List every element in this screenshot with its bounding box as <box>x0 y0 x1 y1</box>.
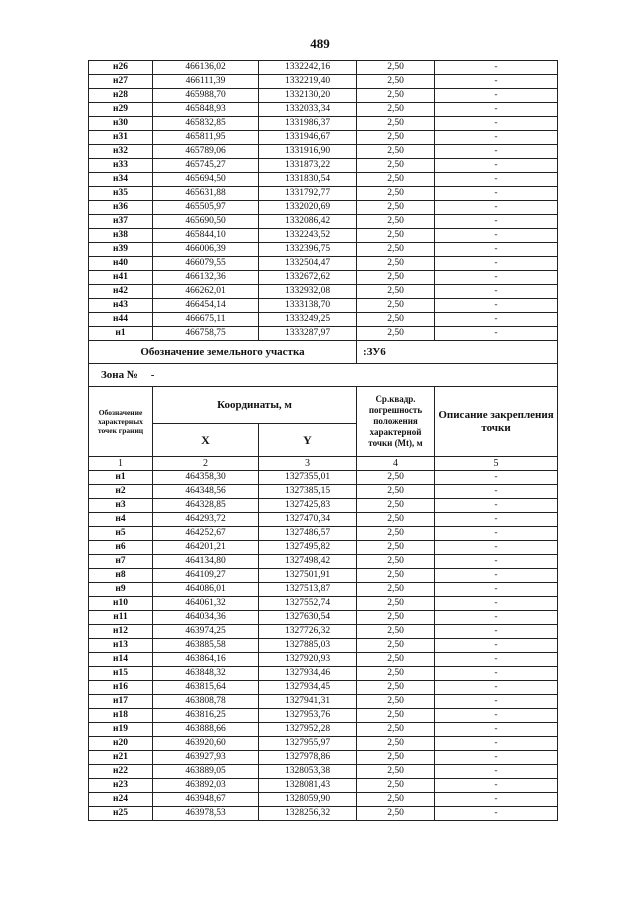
x-cell: 464034,36 <box>153 611 259 625</box>
y-cell: 1332130,20 <box>259 89 357 103</box>
error-cell: 2,50 <box>357 485 435 499</box>
description-cell: - <box>435 555 558 569</box>
x-cell: 464201,21 <box>153 541 259 555</box>
x-cell: 464252,67 <box>153 527 259 541</box>
point-cell: н36 <box>89 201 153 215</box>
y-cell: 1332033,34 <box>259 103 357 117</box>
point-cell: н15 <box>89 667 153 681</box>
y-cell: 1327470,34 <box>259 513 357 527</box>
y-cell: 1331946,67 <box>259 131 357 145</box>
description-cell: - <box>435 201 558 215</box>
zone-label: Зона № <box>101 368 138 381</box>
y-cell: 1333138,70 <box>259 299 357 313</box>
table-row <box>89 327 558 341</box>
point-cell: н13 <box>89 639 153 653</box>
point-cell: н5 <box>89 527 153 541</box>
table-row <box>89 737 558 751</box>
table-row <box>89 215 558 229</box>
point-cell: н38 <box>89 229 153 243</box>
description-cell: - <box>435 625 558 639</box>
description-cell: - <box>435 597 558 611</box>
point-cell: н32 <box>89 145 153 159</box>
description-cell: - <box>435 583 558 597</box>
description-cell: - <box>435 229 558 243</box>
error-cell: 2,50 <box>357 709 435 723</box>
error-cell: 2,50 <box>357 625 435 639</box>
x-cell: 464086,01 <box>153 583 259 597</box>
description-cell: - <box>435 75 558 89</box>
description-cell: - <box>435 471 558 485</box>
description-cell: - <box>435 103 558 117</box>
x-cell: 465631,88 <box>153 187 259 201</box>
table-row <box>89 723 558 737</box>
table-row <box>89 75 558 89</box>
table-row <box>89 765 558 779</box>
point-cell: н7 <box>89 555 153 569</box>
error-cell: 2,50 <box>357 201 435 215</box>
error-cell: 2,50 <box>357 793 435 807</box>
error-cell: 2,50 <box>357 639 435 653</box>
error-cell: 2,50 <box>357 667 435 681</box>
point-cell: н14 <box>89 653 153 667</box>
table-row <box>89 667 558 681</box>
error-cell: 2,50 <box>357 271 435 285</box>
x-cell: 464061,32 <box>153 597 259 611</box>
x-cell: 463864,16 <box>153 653 259 667</box>
error-cell: 2,50 <box>357 75 435 89</box>
point-cell: н20 <box>89 737 153 751</box>
description-cell: - <box>435 299 558 313</box>
y-cell: 1332932,08 <box>259 285 357 299</box>
point-cell: н35 <box>89 187 153 201</box>
error-cell: 2,50 <box>357 555 435 569</box>
error-cell: 2,50 <box>357 103 435 117</box>
table-row <box>89 653 558 667</box>
point-cell: н24 <box>89 793 153 807</box>
y-cell: 1327425,83 <box>259 499 357 513</box>
y-cell: 1332219,40 <box>259 75 357 89</box>
error-cell: 2,50 <box>357 173 435 187</box>
point-cell: н41 <box>89 271 153 285</box>
description-cell: - <box>435 765 558 779</box>
table-row <box>89 555 558 569</box>
error-cell: 2,50 <box>357 313 435 327</box>
table-row <box>89 751 558 765</box>
table-row <box>89 117 558 131</box>
point-cell: н1 <box>89 471 153 485</box>
y-cell: 1327355,01 <box>259 471 357 485</box>
x-cell: 465988,70 <box>153 89 259 103</box>
x-cell: 466675,11 <box>153 313 259 327</box>
y-cell: 1331916,90 <box>259 145 357 159</box>
plot-designation-value: :ЗУ6 <box>357 341 558 364</box>
description-cell: - <box>435 667 558 681</box>
x-cell: 466111,39 <box>153 75 259 89</box>
y-cell: 1327630,54 <box>259 611 357 625</box>
table-row <box>89 243 558 257</box>
header-x: X <box>153 424 259 457</box>
y-cell: 1328053,38 <box>259 765 357 779</box>
point-cell: н43 <box>89 299 153 313</box>
description-cell: - <box>435 159 558 173</box>
x-cell: 466758,75 <box>153 327 259 341</box>
table-row <box>89 527 558 541</box>
description-cell: - <box>435 215 558 229</box>
table-row <box>89 793 558 807</box>
y-cell: 1327955,97 <box>259 737 357 751</box>
description-cell: - <box>435 271 558 285</box>
description-cell: - <box>435 611 558 625</box>
y-cell: 1327885,03 <box>259 639 357 653</box>
point-cell: н21 <box>89 751 153 765</box>
x-cell: 463948,67 <box>153 793 259 807</box>
description-cell: - <box>435 653 558 667</box>
x-cell: 465844,10 <box>153 229 259 243</box>
table-row <box>89 89 558 103</box>
point-cell: н9 <box>89 583 153 597</box>
header-description: Описание закрепления точки <box>435 387 558 457</box>
description-cell: - <box>435 807 558 821</box>
y-cell: 1327953,76 <box>259 709 357 723</box>
description-cell: - <box>435 145 558 159</box>
table-row <box>89 485 558 499</box>
error-cell: 2,50 <box>357 807 435 821</box>
error-cell: 2,50 <box>357 779 435 793</box>
error-cell: 2,50 <box>357 569 435 583</box>
x-cell: 466132,36 <box>153 271 259 285</box>
zone-value: - <box>150 368 155 381</box>
point-cell: н2 <box>89 485 153 499</box>
table-row <box>89 807 558 821</box>
point-cell: н37 <box>89 215 153 229</box>
error-cell: 2,50 <box>357 243 435 257</box>
error-cell: 2,50 <box>357 131 435 145</box>
y-cell: 1328081,43 <box>259 779 357 793</box>
point-cell: н22 <box>89 765 153 779</box>
point-cell: н11 <box>89 611 153 625</box>
y-cell: 1331873,22 <box>259 159 357 173</box>
y-cell: 1331792,77 <box>259 187 357 201</box>
error-cell: 2,50 <box>357 257 435 271</box>
y-cell: 1327385,15 <box>259 485 357 499</box>
table-row <box>89 681 558 695</box>
point-cell: н28 <box>89 89 153 103</box>
x-cell: 464328,85 <box>153 499 259 513</box>
y-cell: 1327978,86 <box>259 751 357 765</box>
description-cell: - <box>435 117 558 131</box>
error-cell: 2,50 <box>357 723 435 737</box>
header-coordinates: Координаты, м <box>153 387 357 424</box>
y-cell: 1327495,82 <box>259 541 357 555</box>
description-cell: - <box>435 131 558 145</box>
table-row <box>89 201 558 215</box>
y-cell: 1333249,25 <box>259 313 357 327</box>
y-cell: 1327934,46 <box>259 667 357 681</box>
description-cell: - <box>435 243 558 257</box>
zone-row <box>89 364 558 387</box>
y-cell: 1331986,37 <box>259 117 357 131</box>
error-cell: 2,50 <box>357 159 435 173</box>
error-cell: 2,50 <box>357 89 435 103</box>
x-cell: 463816,25 <box>153 709 259 723</box>
error-cell: 2,50 <box>357 61 435 75</box>
error-cell: 2,50 <box>357 695 435 709</box>
y-cell: 1327486,57 <box>259 527 357 541</box>
column-number: 3 <box>259 457 357 471</box>
point-cell: н17 <box>89 695 153 709</box>
y-cell: 1332242,16 <box>259 61 357 75</box>
x-cell: 463892,03 <box>153 779 259 793</box>
x-cell: 465690,50 <box>153 215 259 229</box>
error-cell: 2,50 <box>357 215 435 229</box>
table-row <box>89 187 558 201</box>
error-cell: 2,50 <box>357 583 435 597</box>
header-error: Ср.квадр. погрешность положения характерной точки (Мt), м <box>357 387 435 457</box>
zone-cell <box>89 364 558 387</box>
description-cell: - <box>435 569 558 583</box>
coordinates-table <box>88 60 558 821</box>
point-cell: н27 <box>89 75 153 89</box>
table-row <box>89 695 558 709</box>
table-row <box>89 611 558 625</box>
column-number: 1 <box>89 457 153 471</box>
point-cell: н34 <box>89 173 153 187</box>
x-cell: 464348,56 <box>153 485 259 499</box>
page-number: 489 <box>310 36 330 51</box>
x-cell: 463889,05 <box>153 765 259 779</box>
header-y: Y <box>259 424 357 457</box>
error-cell: 2,50 <box>357 611 435 625</box>
x-cell: 466006,39 <box>153 243 259 257</box>
description-cell: - <box>435 695 558 709</box>
point-cell: н8 <box>89 569 153 583</box>
y-cell: 1327726,32 <box>259 625 357 639</box>
error-cell: 2,50 <box>357 541 435 555</box>
point-cell: н6 <box>89 541 153 555</box>
x-cell: 463974,25 <box>153 625 259 639</box>
table-row <box>89 513 558 527</box>
top-rows <box>89 61 558 341</box>
x-cell: 464134,80 <box>153 555 259 569</box>
y-cell: 1328059,90 <box>259 793 357 807</box>
description-cell: - <box>435 257 558 271</box>
description-cell: - <box>435 681 558 695</box>
point-cell: н4 <box>89 513 153 527</box>
table-row <box>89 709 558 723</box>
table-row <box>89 569 558 583</box>
y-cell: 1327513,87 <box>259 583 357 597</box>
y-cell: 1332086,42 <box>259 215 357 229</box>
error-cell: 2,50 <box>357 229 435 243</box>
y-cell: 1327934,45 <box>259 681 357 695</box>
x-cell: 463808,78 <box>153 695 259 709</box>
description-cell: - <box>435 499 558 513</box>
point-cell: н16 <box>89 681 153 695</box>
x-cell: 465789,06 <box>153 145 259 159</box>
description-cell: - <box>435 61 558 75</box>
y-cell: 1327552,74 <box>259 597 357 611</box>
x-cell: 463978,53 <box>153 807 259 821</box>
x-cell: 466262,01 <box>153 285 259 299</box>
error-cell: 2,50 <box>357 327 435 341</box>
table-row <box>89 541 558 555</box>
x-cell: 463885,58 <box>153 639 259 653</box>
table-row <box>89 285 558 299</box>
x-cell: 464358,30 <box>153 471 259 485</box>
point-cell: н44 <box>89 313 153 327</box>
table-row <box>89 639 558 653</box>
x-cell: 465694,50 <box>153 173 259 187</box>
y-cell: 1328256,32 <box>259 807 357 821</box>
point-cell: н12 <box>89 625 153 639</box>
table-row <box>89 299 558 313</box>
error-cell: 2,50 <box>357 471 435 485</box>
error-cell: 2,50 <box>357 597 435 611</box>
column-number: 2 <box>153 457 259 471</box>
table-row <box>89 499 558 513</box>
point-cell: н29 <box>89 103 153 117</box>
error-cell: 2,50 <box>357 285 435 299</box>
point-cell: н25 <box>89 807 153 821</box>
table-row <box>89 271 558 285</box>
x-cell: 465745,27 <box>153 159 259 173</box>
point-cell: н30 <box>89 117 153 131</box>
y-cell: 1327920,93 <box>259 653 357 667</box>
table-row <box>89 257 558 271</box>
plot-designation-label: Обозначение земельного участка <box>89 341 357 364</box>
x-cell: 464293,72 <box>153 513 259 527</box>
point-cell: н18 <box>89 709 153 723</box>
description-cell: - <box>435 285 558 299</box>
error-cell: 2,50 <box>357 765 435 779</box>
description-cell: - <box>435 313 558 327</box>
error-cell: 2,50 <box>357 737 435 751</box>
x-cell: 463848,32 <box>153 667 259 681</box>
table-row <box>89 313 558 327</box>
error-cell: 2,50 <box>357 117 435 131</box>
description-cell: - <box>435 541 558 555</box>
x-cell: 465848,93 <box>153 103 259 117</box>
description-cell: - <box>435 89 558 103</box>
error-cell: 2,50 <box>357 681 435 695</box>
point-cell: н26 <box>89 61 153 75</box>
table-row <box>89 103 558 117</box>
table-row <box>89 471 558 485</box>
x-cell: 463920,60 <box>153 737 259 751</box>
y-cell: 1332672,62 <box>259 271 357 285</box>
point-cell: н23 <box>89 779 153 793</box>
description-cell: - <box>435 485 558 499</box>
point-cell: н33 <box>89 159 153 173</box>
y-cell: 1333287,97 <box>259 327 357 341</box>
description-cell: - <box>435 793 558 807</box>
error-cell: 2,50 <box>357 653 435 667</box>
x-cell: 465811,95 <box>153 131 259 145</box>
point-cell: н10 <box>89 597 153 611</box>
error-cell: 2,50 <box>357 513 435 527</box>
table-row <box>89 229 558 243</box>
description-cell: - <box>435 187 558 201</box>
description-cell: - <box>435 639 558 653</box>
table-row <box>89 159 558 173</box>
column-numbers-row <box>89 457 558 471</box>
table-row <box>89 131 558 145</box>
description-cell: - <box>435 513 558 527</box>
table-row <box>89 145 558 159</box>
x-cell: 465505,97 <box>153 201 259 215</box>
table-row <box>89 779 558 793</box>
description-cell: - <box>435 527 558 541</box>
header-point-designation: Обозначение характерных точек границ <box>89 387 153 457</box>
x-cell: 463927,93 <box>153 751 259 765</box>
plot-section <box>89 341 558 471</box>
column-number: 4 <box>357 457 435 471</box>
x-cell: 466136,02 <box>153 61 259 75</box>
y-cell: 1332396,75 <box>259 243 357 257</box>
point-cell: н1 <box>89 327 153 341</box>
y-cell: 1332020,69 <box>259 201 357 215</box>
y-cell: 1327941,31 <box>259 695 357 709</box>
point-cell: н31 <box>89 131 153 145</box>
bottom-rows <box>89 471 558 821</box>
table-row <box>89 61 558 75</box>
y-cell: 1331830,54 <box>259 173 357 187</box>
x-cell: 463888,66 <box>153 723 259 737</box>
y-cell: 1327501,91 <box>259 569 357 583</box>
point-cell: н3 <box>89 499 153 513</box>
x-cell: 466454,14 <box>153 299 259 313</box>
description-cell: - <box>435 173 558 187</box>
y-cell: 1332243,52 <box>259 229 357 243</box>
x-cell: 466079,55 <box>153 257 259 271</box>
error-cell: 2,50 <box>357 499 435 513</box>
table-row <box>89 597 558 611</box>
plot-designation-row <box>89 341 558 364</box>
y-cell: 1332504,47 <box>259 257 357 271</box>
table-row <box>89 625 558 639</box>
description-cell: - <box>435 779 558 793</box>
error-cell: 2,50 <box>357 751 435 765</box>
description-cell: - <box>435 751 558 765</box>
point-cell: н39 <box>89 243 153 257</box>
table-row <box>89 583 558 597</box>
error-cell: 2,50 <box>357 145 435 159</box>
column-number: 5 <box>435 457 558 471</box>
point-cell: н42 <box>89 285 153 299</box>
description-cell: - <box>435 737 558 751</box>
error-cell: 2,50 <box>357 527 435 541</box>
x-cell: 463815,64 <box>153 681 259 695</box>
description-cell: - <box>435 327 558 341</box>
point-cell: н19 <box>89 723 153 737</box>
y-cell: 1327498,42 <box>259 555 357 569</box>
header-row-1 <box>89 387 558 424</box>
description-cell: - <box>435 723 558 737</box>
error-cell: 2,50 <box>357 299 435 313</box>
description-cell: - <box>435 709 558 723</box>
y-cell: 1327952,28 <box>259 723 357 737</box>
point-cell: н40 <box>89 257 153 271</box>
error-cell: 2,50 <box>357 187 435 201</box>
x-cell: 464109,27 <box>153 569 259 583</box>
x-cell: 465832,85 <box>153 117 259 131</box>
table-row <box>89 173 558 187</box>
